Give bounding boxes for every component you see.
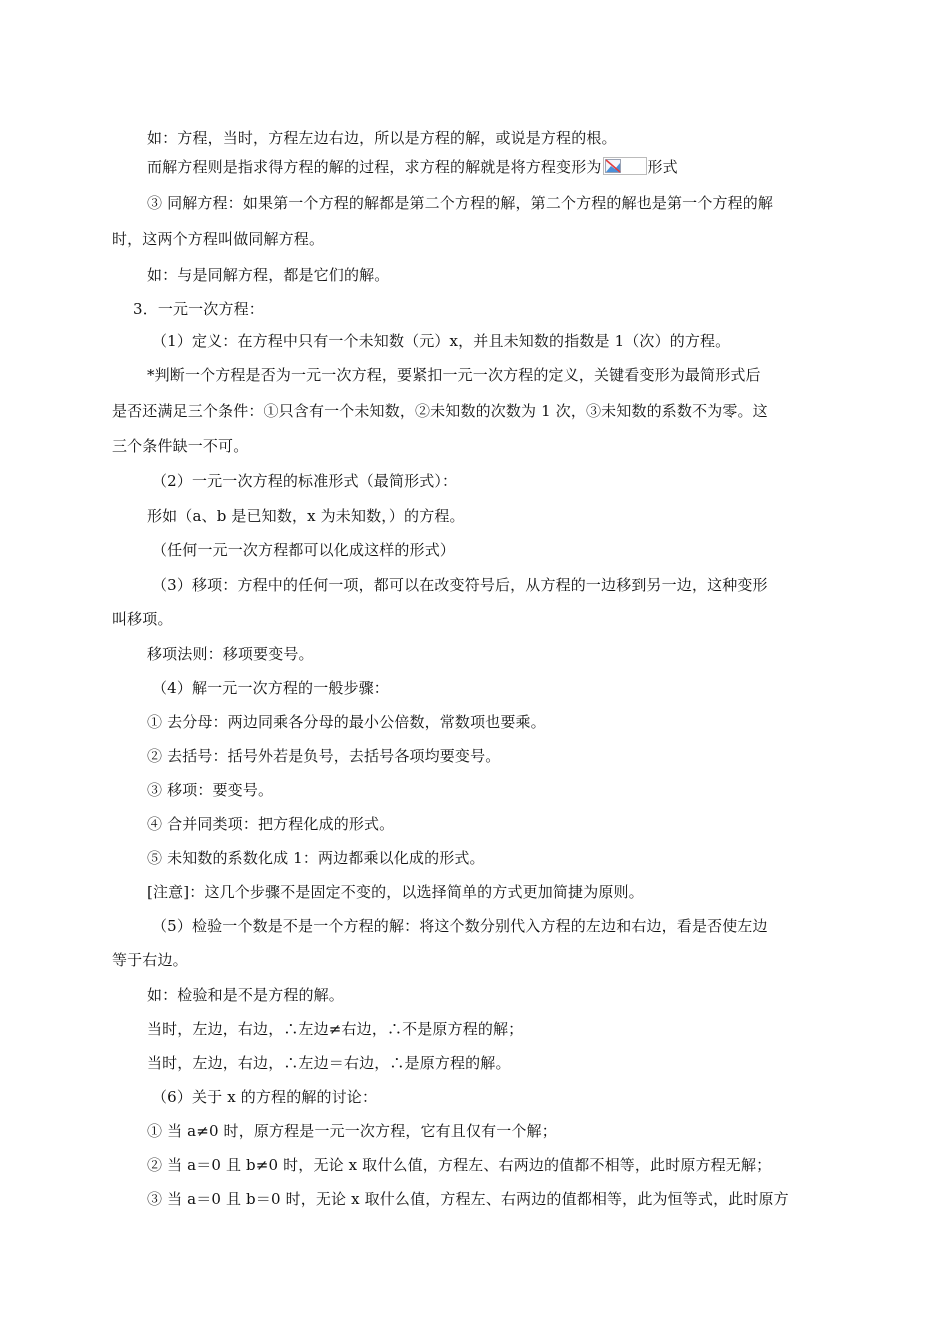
text-line-example-equivalent: 如：与是同解方程，都是它们的解。 <box>147 266 390 284</box>
broken-image-icon <box>605 159 621 173</box>
text-line-judgement-end: 三个条件缺一不可。 <box>112 437 249 455</box>
text-line-step-4: ④ 合并同类项：把方程化成的形式。 <box>147 815 395 833</box>
text-line-verification-cont: 等于右边。 <box>112 951 188 969</box>
text-line-step-5: ⑤ 未知数的系数化成 1：两边都乘以化成的形式。 <box>147 849 485 867</box>
text-line-judgement: *判断一个方程是否为一元一次方程，要紧扣一元一次方程的定义，关键看变形为最简形式后 <box>147 366 761 384</box>
text-line-discussion-case-1: ① 当 a≠0 时，原方程是一元一次方程，它有且仅有一个解； <box>147 1122 557 1140</box>
text-line-verification: （5）检验一个数是不是一个方程的解：将这个数分别代入方程的左边和右边，看是否使左边 <box>152 917 768 935</box>
text-line-solving-definition <box>147 157 678 177</box>
text-line-equivalent-equations: ③ 同解方程：如果第一个方程的解都是第二个方程的解，第二个方程的解也是第一个方程的解 <box>147 194 774 212</box>
formula-image <box>603 157 647 175</box>
text-line-standard-form-note: （任何一元一次方程都可以化成这样的形式） <box>152 541 456 559</box>
text-line-verification-case-2: 当时，左边，右边，∴左边＝右边，∴是原方程的解。 <box>147 1054 511 1072</box>
text-line-equivalent-equations-cont: 时，这两个方程叫做同解方程。 <box>112 230 325 248</box>
text-line-definition: （1）定义：在方程中只有一个未知数（元）x，并且未知数的指数是 1（次）的方程。 <box>152 332 731 350</box>
text-line-standard-form-desc: 形如（a、b 是已知数，x 为未知数，）的方程。 <box>147 507 465 525</box>
text-line-discussion-case-2: ② 当 a＝0 且 b≠0 时，无论 x 取什么值，方程左、右两边的值都不相等，此时原方程无解； <box>147 1156 772 1174</box>
text-line-discussion: （6）关于 x 的方程的解的讨论： <box>152 1088 378 1106</box>
text-line-note: [注意]：这几个步骤不是固定不变的，以选择简单的方式更加简捷为原则。 <box>147 883 644 901</box>
text-line-step-1: ① 去分母：两边同乘各分母的最小公倍数，常数项也要乘。 <box>147 713 546 731</box>
text-line-step-3: ③ 移项：要变号。 <box>147 781 274 799</box>
text-line-judgement-cont: 是否还满足三个条件：①只含有一个未知数，②未知数的次数为 1 次，③未知数的系数不为零。这 <box>112 402 768 420</box>
section-heading-linear-equation: 3．一元一次方程： <box>133 300 264 318</box>
text-line-verification-example: 如：检验和是不是方程的解。 <box>147 986 344 1004</box>
text-line-transposition-cont: 叫移项。 <box>112 610 173 628</box>
text-line-discussion-case-3: ③ 当 a＝0 且 b＝0 时，无论 x 取什么值，方程左、右两边的值都相等，此为恒等式，此时原方 <box>147 1190 789 1208</box>
text-line-verification-case-1: 当时，左边，右边，∴左边≠右边，∴不是原方程的解； <box>147 1020 524 1038</box>
text-line-step-2: ② 去括号：括号外若是负号，去括号各项均要变号。 <box>147 747 501 765</box>
text-segment: 而解方程则是指求得方程的解的过程，求方程的解就是将方程变形为 <box>147 158 602 176</box>
text-line-example-solution: 如：方程，当时，方程左边右边，所以是方程的解，或说是方程的根。 <box>147 129 617 147</box>
text-line-transposition: （3）移项：方程中的任何一项，都可以在改变符号后，从方程的一边移到另一边，这种变形 <box>152 576 768 594</box>
text-line-standard-form: （2）一元一次方程的标准形式（最简形式）： <box>152 472 458 490</box>
text-line-general-steps: （4）解一元一次方程的一般步骤： <box>152 679 389 697</box>
text-segment-suffix: 形式 <box>647 158 678 176</box>
text-line-transposition-rule: 移项法则：移项要变号。 <box>147 645 314 663</box>
